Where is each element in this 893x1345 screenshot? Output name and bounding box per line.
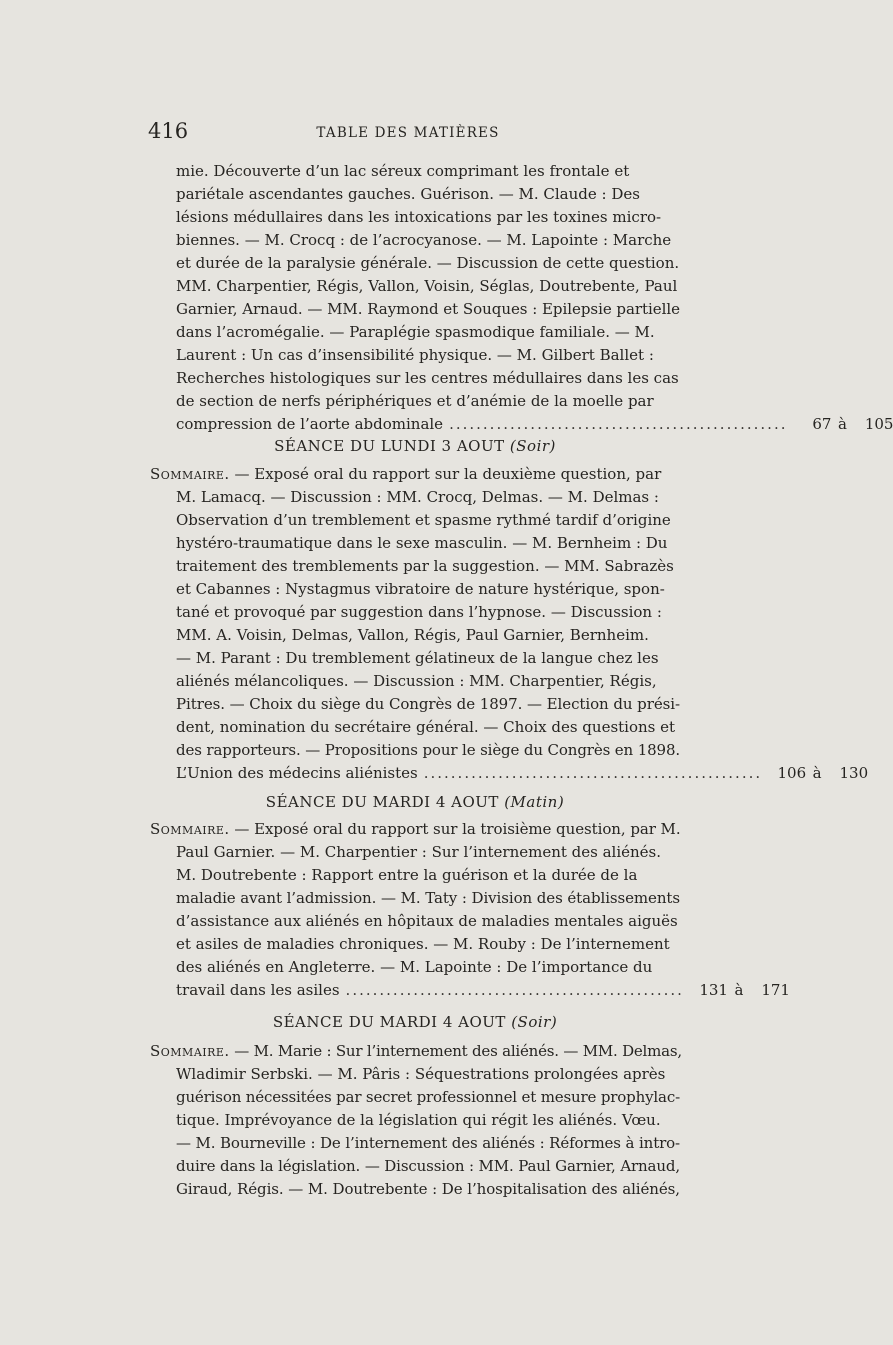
text-line: Recherches histologiques sur les centres médullaires dans les cas — [176, 369, 679, 387]
entry-last-line — [150, 762, 869, 785]
page-range — [768, 762, 868, 785]
text-line: tique. Imprévoyance de la législation qui régit les aliénés. Vœu. — [176, 1111, 661, 1129]
page-number: 416 — [148, 119, 189, 143]
page-header — [148, 119, 668, 149]
sommaire-paragraph — [150, 1040, 680, 1201]
text-line: compression de l’aorte abdominale — [176, 415, 444, 433]
text-line: maladie avant l’admission. — M. Taty : Division des établissements — [176, 889, 680, 907]
running-title: TABLE DES MATIÈRES — [316, 125, 500, 141]
page-from: 67 — [812, 415, 832, 433]
text-line: Giraud, Régis. — M. Doutrebente : De l’hospitalisation des aliénés, — [176, 1180, 680, 1198]
dot-leader: .................................................. — [423, 764, 763, 782]
sommaire-label: Sommaire. — [150, 1042, 230, 1060]
page-range — [793, 413, 893, 436]
page-to: 105 — [864, 415, 893, 433]
entry-last-line — [150, 979, 790, 1002]
page-from: 131 — [699, 981, 728, 999]
sommaire-paragraph — [150, 463, 869, 785]
text-line: des aliénés en Angleterre. — M. Lapointe : De l’importance du — [176, 958, 653, 976]
page-from: 106 — [777, 764, 807, 782]
text-line: dent, nomination du secrétaire général. — Choix des questions et — [176, 718, 676, 736]
session-heading-time: (Soir) — [511, 1013, 558, 1031]
text-line: et asiles de maladies chroniques. — M. Rouby : De l’internement — [176, 935, 670, 953]
text-line: M. Lamacq. — Discussion : MM. Crocq, Delmas. — M. Delmas : — [176, 488, 659, 506]
text-line: biennes. — M. Crocq : de l’acrocyanose. — M. Lapointe : Marche — [176, 231, 672, 249]
text-line: — M. Bourneville : De l’internement des aliénés : Réformes à intro- — [176, 1134, 680, 1152]
text-line: Observation d’un tremblement et spasme rythmé tardif d’origine — [176, 511, 671, 529]
text-line: travail dans les asiles — [176, 981, 340, 999]
page-to: 130 — [839, 764, 869, 782]
text-line: Laurent : Un cas d’insensibilité physique. — M. Gilbert Ballet : — [176, 346, 654, 364]
text-line: pariétale ascendantes gauches. Guérison. — M. Claude : Des — [176, 185, 640, 203]
text-line: guérison nécessitées par secret professionnel et mesure prophylac- — [176, 1088, 680, 1106]
text-line: — M. Parant : Du tremblement gélatineux de la langue chez les — [176, 649, 659, 667]
text-line: lésions médullaires dans les intoxications par les toxines micro- — [176, 208, 662, 226]
text-line: de section de nerfs périphériques et d’anémie de la moelle par — [176, 392, 654, 410]
text-line: Pitres. — Choix du siège du Congrès de 1897. — Election du prési- — [176, 695, 680, 713]
text-line: aliénés mélancoliques. — Discussion : MM. Charpentier, Régis, — [176, 672, 657, 690]
session-heading-time: (Matin) — [504, 793, 565, 811]
entry-last-line — [176, 413, 893, 436]
dot-leader: .................................................. — [449, 415, 788, 433]
text-line: et durée de la paralysie générale. — Discussion de cette question. — [176, 254, 680, 272]
text-line — [150, 1040, 680, 1063]
session-heading-title: SÉANCE DU LUNDI 3 AOUT — [274, 437, 505, 455]
session-heading — [150, 437, 680, 455]
page-to: 171 — [761, 981, 790, 999]
text-line: Paul Garnier. — M. Charpentier : Sur l’internement des aliénés. — [176, 843, 662, 861]
session-heading-title: SÉANCE DU MARDI 4 AOUT — [265, 793, 499, 811]
dot-leader: .................................................. — [345, 981, 684, 999]
text-line: mie. Découverte d’un lac séreux comprimant les frontale et — [176, 162, 630, 180]
text-line — [150, 818, 680, 841]
sommaire-paragraph — [150, 818, 790, 1002]
text-line: MM. Charpentier, Régis, Vallon, Voisin, Séglas, Doutrebente, Paul — [176, 277, 678, 295]
text-line — [150, 463, 680, 486]
text-line: hystéro-traumatique dans le sexe masculin. — M. Bernheim : Du — [176, 534, 668, 552]
text-line: des rapporteurs. — Propositions pour le siège du Congrès en 1898. — [176, 741, 681, 759]
text-line: MM. A. Voisin, Delmas, Vallon, Régis, Paul Garnier, Bernheim. — [176, 626, 649, 644]
page-separator: à — [812, 764, 822, 782]
sommaire-label: Sommaire. — [150, 820, 230, 838]
session-heading-title: SÉANCE DU MARDI 4 AOUT — [272, 1013, 506, 1031]
text-line: L’Union des médecins aliénistes — [176, 764, 418, 782]
text-line: et Cabannes : Nystagmus vibratoire de nature hystérique, spon- — [176, 580, 665, 598]
entry-continuation — [176, 160, 893, 436]
session-heading-time: (Soir) — [509, 437, 556, 455]
sommaire-label: Sommaire. — [150, 465, 230, 483]
text-line: Garnier, Arnaud. — MM. Raymond et Souques : Epilepsie partielle — [176, 300, 681, 318]
text-fragment: — Exposé oral du rapport sur la deuxième question, par — [234, 465, 662, 483]
text-line: d’assistance aux aliénés en hôpitaux de maladies mentales aiguës — [176, 912, 678, 930]
text-line: traitement des tremblements par la suggestion. — MM. Sabrazès — [176, 557, 674, 575]
text-fragment: — M. Marie : Sur l’internement des aliénés. — MM. Delmas, — [234, 1042, 682, 1060]
text-line: M. Doutrebente : Rapport entre la guérison et la durée de la — [176, 866, 638, 884]
text-line: duire dans la législation. — Discussion : MM. Paul Garnier, Arnaud, — [176, 1157, 680, 1175]
session-heading — [150, 793, 680, 811]
text-fragment: — Exposé oral du rapport sur la troisième question, par M. — [234, 820, 681, 838]
session-heading — [150, 1013, 680, 1031]
page-range — [690, 979, 790, 1002]
text-line: Wladimir Serbski. — M. Pâris : Séquestrations prolongées après — [176, 1065, 666, 1083]
page-separator: à — [734, 981, 744, 999]
text-line: tané et provoqué par suggestion dans l’hypnose. — Discussion : — [176, 603, 662, 621]
page-separator: à — [838, 415, 847, 433]
text-line: dans l’acromégalie. — Paraplégie spasmodique familiale. — M. — [176, 323, 655, 341]
